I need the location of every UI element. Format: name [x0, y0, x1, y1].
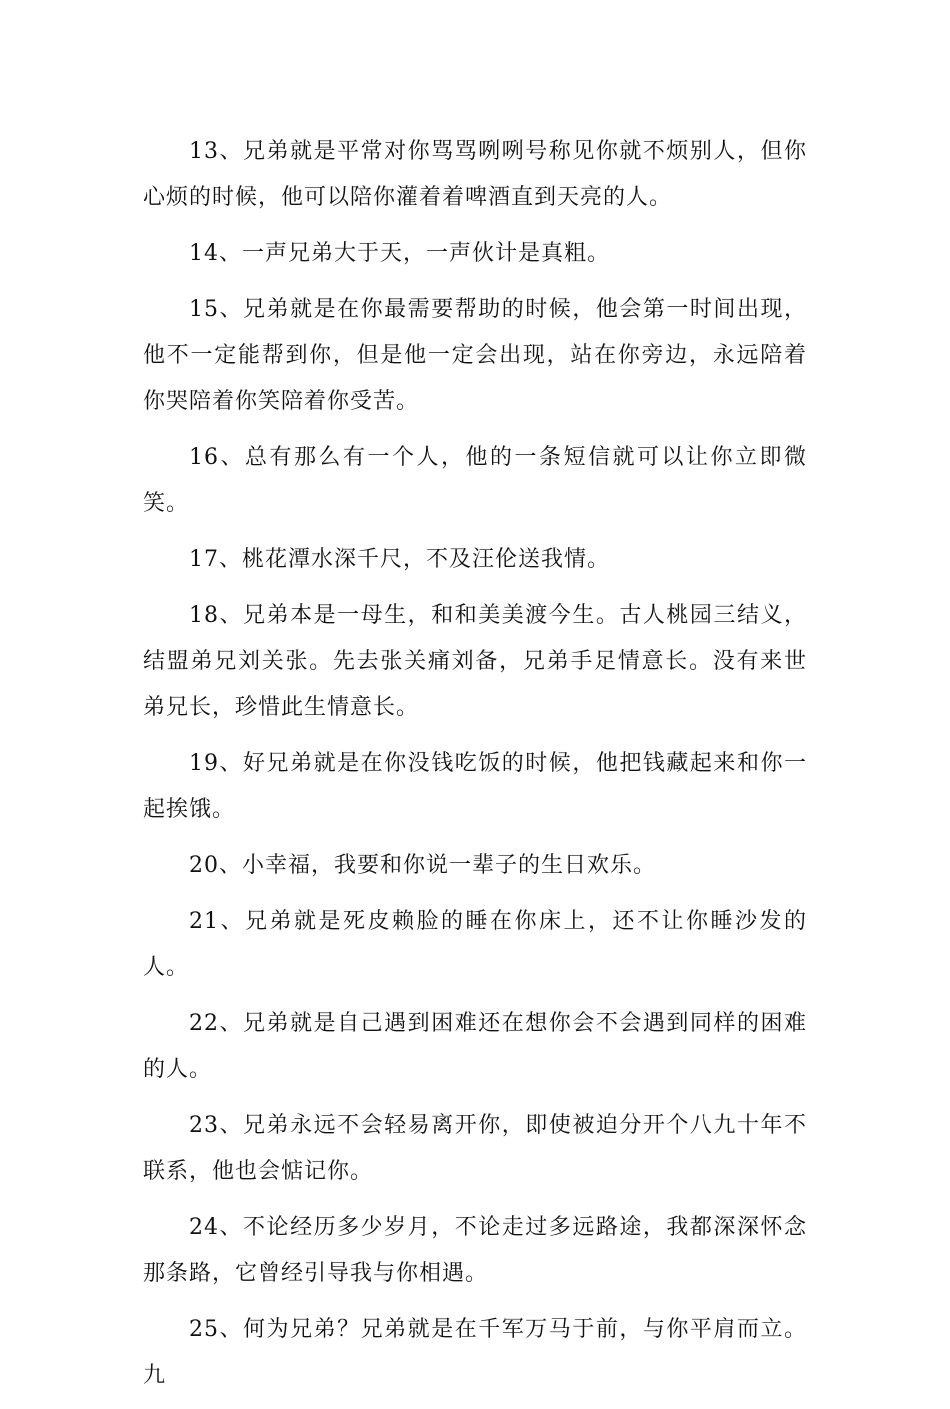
paragraph-14: 14、一声兄弟大于天，一声伙计是真粗。 [189, 241, 610, 266]
paragraph-20: 20、小幸福，我要和你说一辈子的生日欢乐。 [189, 853, 656, 878]
paragraph-22: 22、兄弟就是自己遇到困难还在想你会不会遇到同样的困难的人。 [143, 1011, 807, 1082]
paragraph-23: 23、兄弟永远不会轻易离开你，即使被迫分开个八九十年不联系，他也会惦记你。 [143, 1113, 807, 1184]
paragraph-13: 13、兄弟就是平常对你骂骂咧咧号称见你就不烦别人，但你心烦的时候，他可以陪你灌着着啤酒直到天亮的人。 [143, 139, 807, 210]
document-body [143, 129, 807, 1409]
paragraph-24: 24、不论经历多少岁月，不论走过多远路途，我都深深怀念那条路，它曾经引导我与你相遇。 [143, 1215, 807, 1286]
paragraph-25: 25、何为兄弟？兄弟就是在千军万马于前，与你平肩而立。九 [143, 1317, 807, 1388]
paragraph-17: 17、桃花潭水深千尺，不及汪伦送我情。 [189, 547, 610, 572]
paragraph-21: 21、兄弟就是死皮赖脸的睡在你床上，还不让你睡沙发的人。 [143, 909, 807, 980]
paragraph-18: 18、兄弟本是一母生，和和美美渡今生。古人桃园三结义，结盟弟兄刘关张。先去张关痛刘备，兄弟手足情意长。没有来世弟兄长，珍惜此生情意长。 [143, 603, 807, 720]
paragraph-15: 15、兄弟就是在你最需要帮助的时候，他会第一时间出现，他不一定能帮到你，但是他一定会出现，站在你旁边，永远陪着你哭陪着你笑陪着你受苦。 [143, 297, 807, 414]
paragraph-16: 16、总有那么有一个人，他的一条短信就可以让你立即微笑。 [143, 445, 807, 516]
paragraph-19: 19、好兄弟就是在你没钱吃饭的时候，他把钱藏起来和你一起挨饿。 [143, 751, 807, 822]
